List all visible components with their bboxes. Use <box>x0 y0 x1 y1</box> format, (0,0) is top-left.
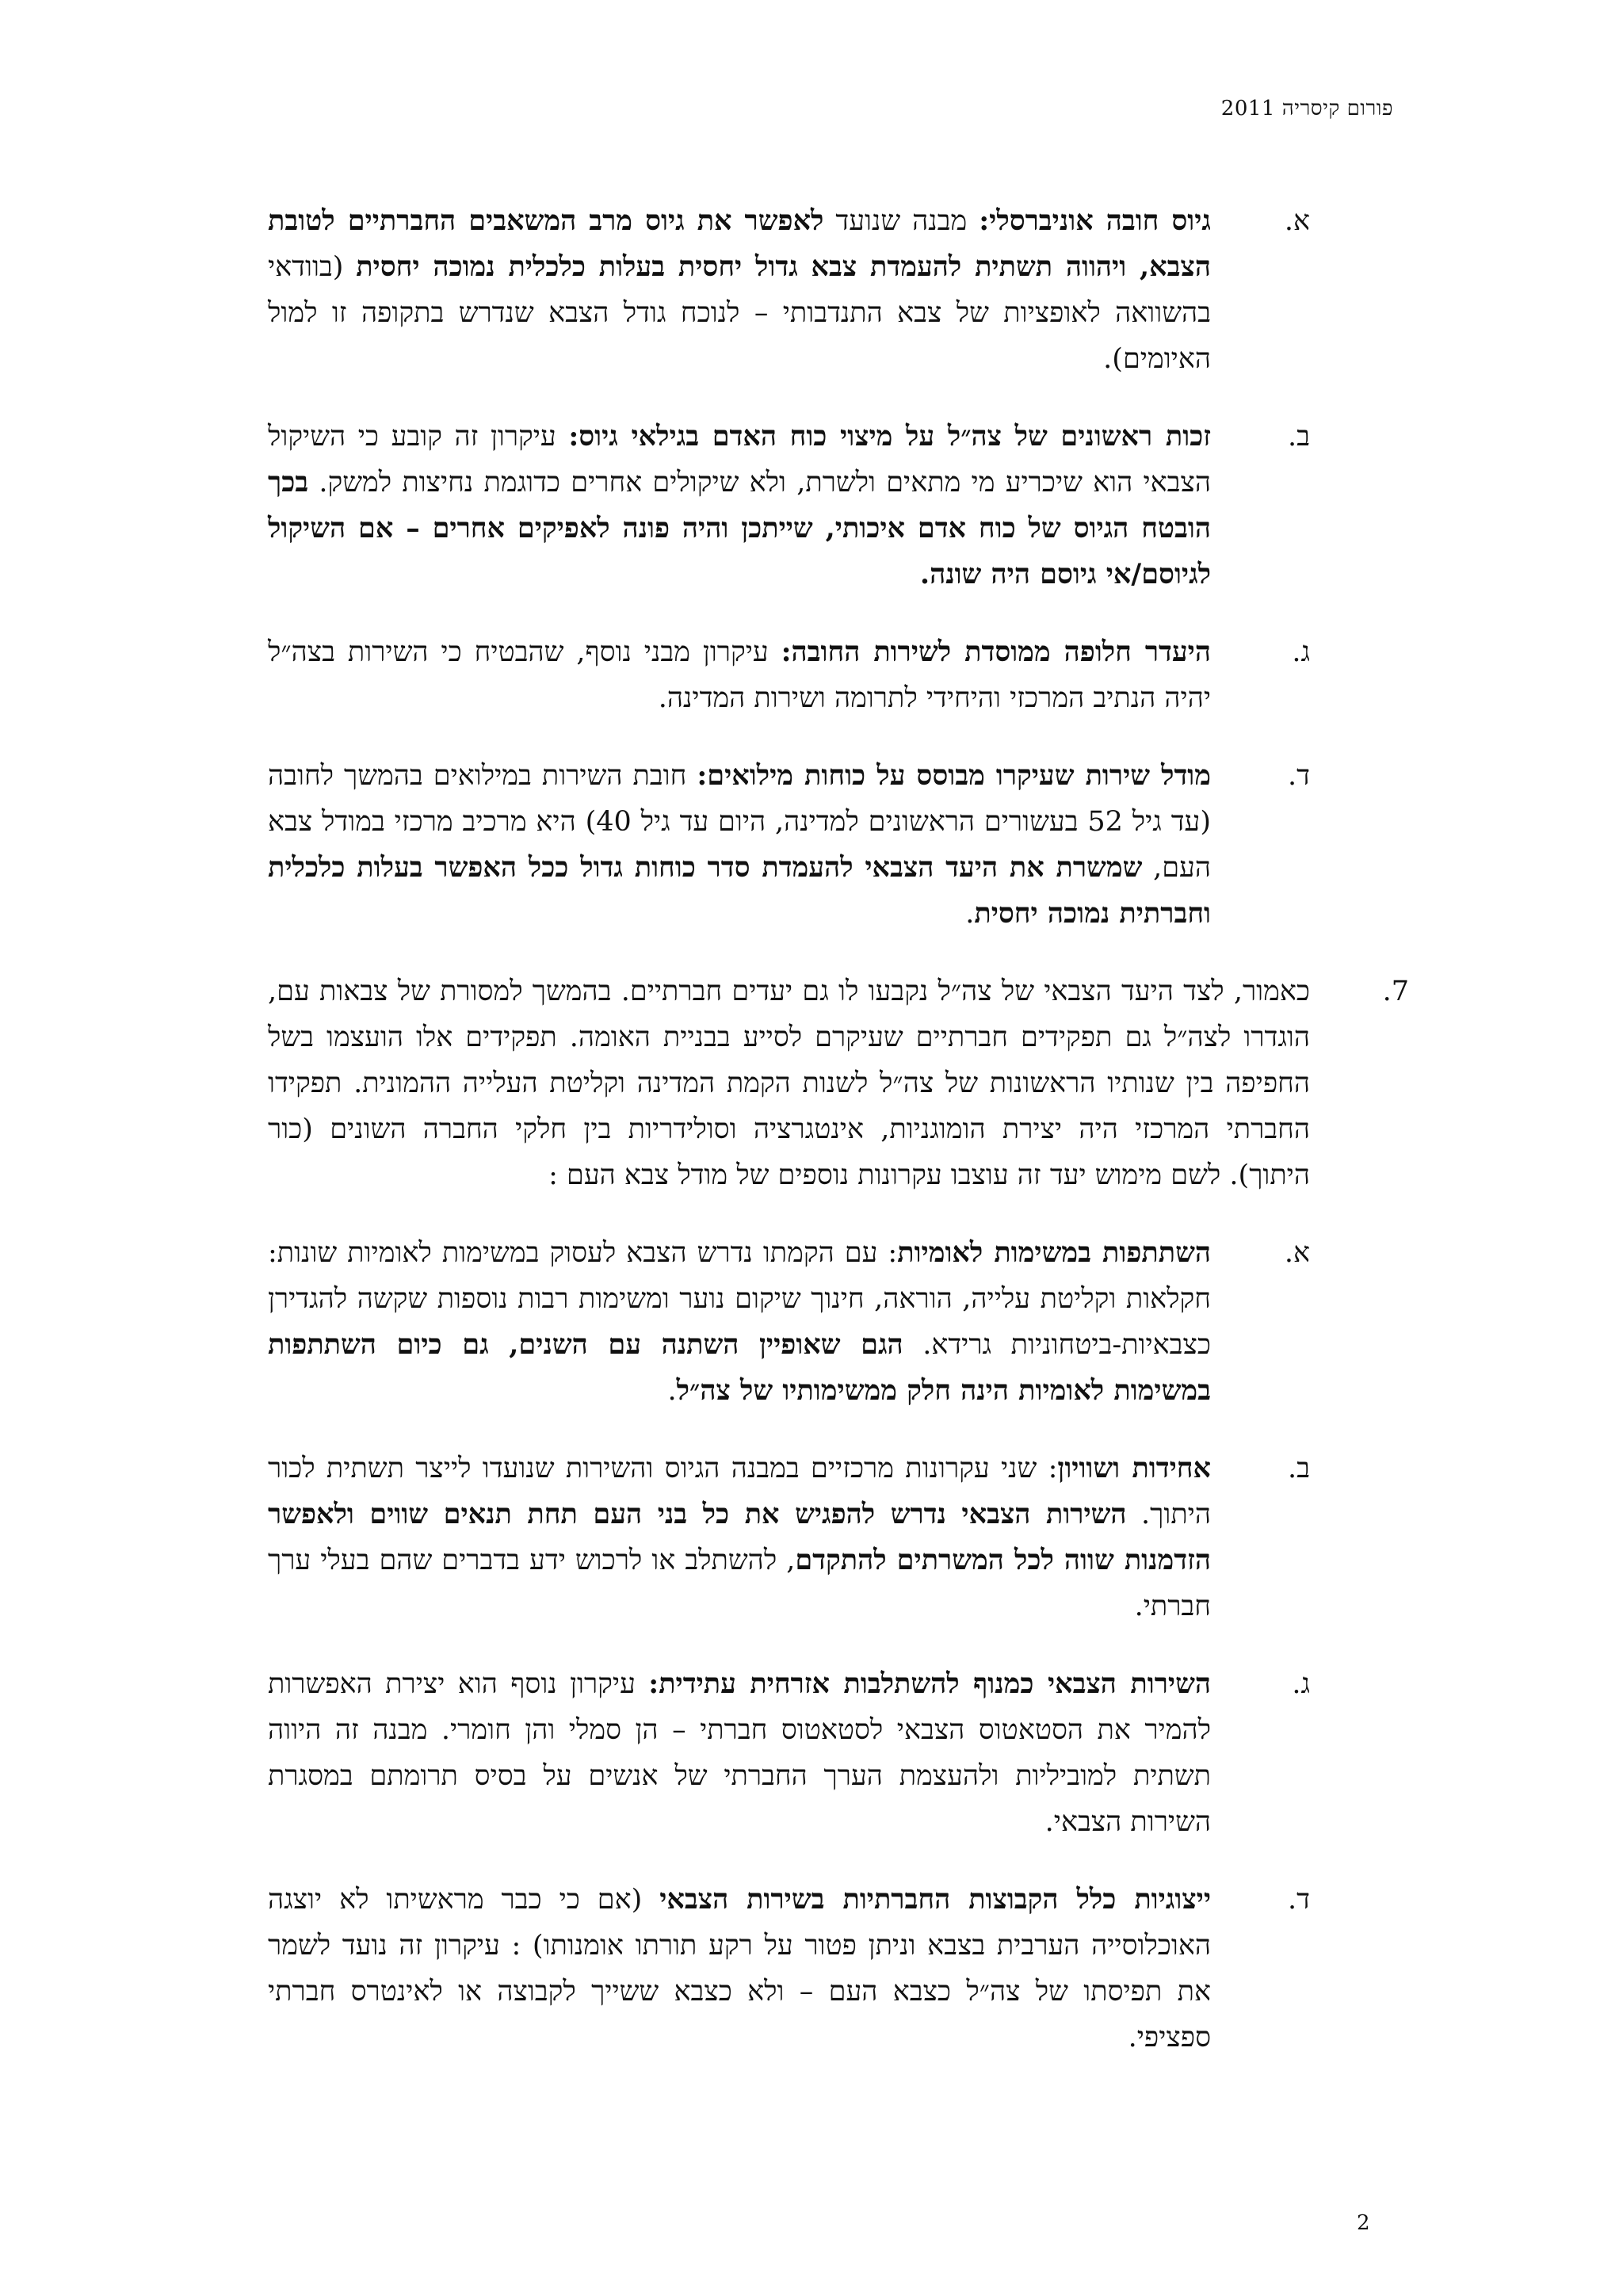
numbered-paragraph-7 <box>268 968 1409 1198</box>
list-item-text <box>268 1446 1211 1629</box>
list-item <box>268 1230 1310 1414</box>
bold-text-run: אחידות ושוויון <box>1057 1452 1211 1484</box>
list-item-text <box>268 1230 1211 1414</box>
text-run: עיקרון נוסף הוא יצירת האפשרות להמיר את הסטאטוס הצבאי לסטאטוס חברתי – הן סמלי והן חומרי. מבנה זה היווה תשתית למוביליות ולהעצמת הערך החברתי של אנשים על בסיס תרומתם במסגרת השירות הצבאי. <box>268 1668 1211 1838</box>
paragraph-number: 7. <box>1382 976 1409 1007</box>
document-body <box>268 198 1409 2092</box>
bold-text-run: השירות הצבאי נדרש להפגיש את כל בני העם תחת תנאים שווים ולאפשר הזדמנות שווה לכל המשרתים להתקדם <box>268 1498 1211 1576</box>
bold-text-run: ייצוגיות כלל הקבוצות החברתיות בשירות הצבאי <box>659 1883 1212 1916</box>
list-item <box>268 1446 1310 1629</box>
text-run: (אם כי כבר מראשיתו לא יוצגה האוכלוסייה הערבית בצבא וניתן פטור על רקע תורתו אומנותו) : עיקרון זה נועד לשמר את תפיסתו של צה״ל כצבא העם – ולא כצבא ששייך לקבוצה או לאינטרס חברתי ספציפי. <box>268 1884 1211 2053</box>
list-marker: ד. <box>1288 760 1310 792</box>
text-run: עיקרון מבני נוסף, שהבטיח כי השירות בצה״ל יהיה הנתיב המרכזי והיחידי לתרומה ושירות המדינה. <box>268 636 1211 714</box>
text-run: . <box>667 1375 677 1407</box>
list-item <box>268 1661 1310 1845</box>
paragraph-text: כאמור, לצד היעד הצבאי של צה״ל נקבעו לו גם יעדים חברתיים. בהמשך למסורת של צבאות עם, הוגדרו לצה״ל גם תפקידים חברתיים שעיקרם לסייע בבניית האומה. תפקידים אלו הועצמו בשל החפיפה בין שנותיו הראשונות של צה״ל לשנות הקמת המדינה וקליטת העלייה ההמונית. תפקידו החברתי המרכזי היה יצירת הומוגניות, אינטגרציה וסולידריות בין חלקי החברה השונים (כור היתוך). לשם מימוש יעד זה עוצבו עקרונות נוספים של מודל צבא העם : <box>268 976 1310 1191</box>
principles-list-2 <box>268 1230 1393 2061</box>
list-marker: ב. <box>1288 421 1310 453</box>
text-run: , להשתלב או לרכוש ידע בדברים שהם בעלי ערך חברתי. <box>268 1545 1211 1622</box>
text-run: : עם הקמתו נדרש הצבא לעסוק במשימות לאומיות שונות: חקלאות וקליטת עלייה, הוראה, חינוך שיקום נוער ומשימות רבות נוספות שקשה להגדירן כצבאיות-ביטחוניות גרידא. <box>268 1237 1211 1361</box>
bold-text-run: בכך הובטח הגיוס של כוח אדם איכותי, שייתכן והיה פונה לאפיקים אחרים – אם השיקול לגיוסם/אי גיוסם היה שונה. <box>268 466 1211 590</box>
bold-text-run: הגם שאופיין השתנה עם השנים, גם כיום השתתפות במשימות לאומיות הינה חלק ממשימותיו של צה״ל <box>268 1328 1211 1407</box>
bold-text-run: השתתפות במשימות לאומיות <box>897 1236 1211 1269</box>
list-item-text <box>268 414 1211 598</box>
list-marker: ג. <box>1292 1668 1310 1700</box>
principles-list-1 <box>268 198 1393 937</box>
text-run: חובת השירות במילואים בהמשך לחובה (עד גיל 52 בעשורים הראשונים למדינה, היום עד גיל 40) היא מרכיב מרכזי במודל צבא העם, <box>268 760 1211 884</box>
bold-text-run: זכות ראשונים של צה״ל על מיצוי כוח האדם בגילאי גיוס: <box>568 420 1212 453</box>
list-item-text <box>268 753 1211 937</box>
list-marker: ד. <box>1288 1884 1310 1916</box>
text-run: (בוודאי בהשוואה לאופציות של צבא התנדבותי – לנוכח גודל הצבא שנדרש בתקופה זו למול האיומים). <box>268 251 1211 375</box>
list-item <box>268 414 1310 598</box>
list-marker: א. <box>1284 1237 1310 1269</box>
list-marker: ב. <box>1288 1453 1310 1484</box>
bold-text-run: לאפשר את גיוס מרב המשאבים החברתיים לטובת הצבא, ויהווה תשתית להעמדת צבא גדול יחסית בעלות כלכלית נמוכה יחסית <box>268 204 1211 283</box>
text-run: . <box>965 898 975 930</box>
bold-text-run: גיוס חובה אוניברסלי: <box>979 204 1211 237</box>
list-item-text <box>268 198 1211 382</box>
text-run: : שני עקרונות מרכזיים במבנה הגיוס והשירות שנועדו לייצר תשתית לכור היתוך. <box>268 1453 1211 1530</box>
list-item <box>268 753 1310 937</box>
page-number: 2 <box>1357 2211 1370 2235</box>
list-marker: ג. <box>1292 636 1310 668</box>
running-header: פורום קיסריה 2011 <box>1220 97 1393 120</box>
bold-text-run: מודל שירות שעיקרו מבוסס על כוחות מילואים: <box>697 759 1211 792</box>
list-item <box>268 198 1310 382</box>
text-run: עיקרון זה קובע כי השיקול הצבאי הוא שיכריע מי מתאים ולשרת, ולא שיקולים אחרים כדוגמת נחיצות למשק. <box>268 421 1211 499</box>
list-item-text <box>268 1877 1211 2061</box>
bold-text-run: היעדר חלופה ממוסדת לשירות החובה: <box>781 636 1211 668</box>
list-item <box>268 629 1310 721</box>
bold-text-run: השירות הצבאי כמנוף להשתלבות אזרחית עתידית: <box>648 1668 1211 1700</box>
text-run: מבנה שנועד <box>823 205 980 237</box>
list-item-text <box>268 1661 1211 1845</box>
list-item <box>268 1877 1310 2061</box>
bold-text-run: שמשרת את היעד הצבאי להעמדת סדר כוחות גדול ככל האפשר בעלות כלכלית וחברתית נמוכה יחסית <box>268 851 1211 930</box>
list-item-text <box>268 629 1211 721</box>
list-marker: א. <box>1284 205 1310 237</box>
